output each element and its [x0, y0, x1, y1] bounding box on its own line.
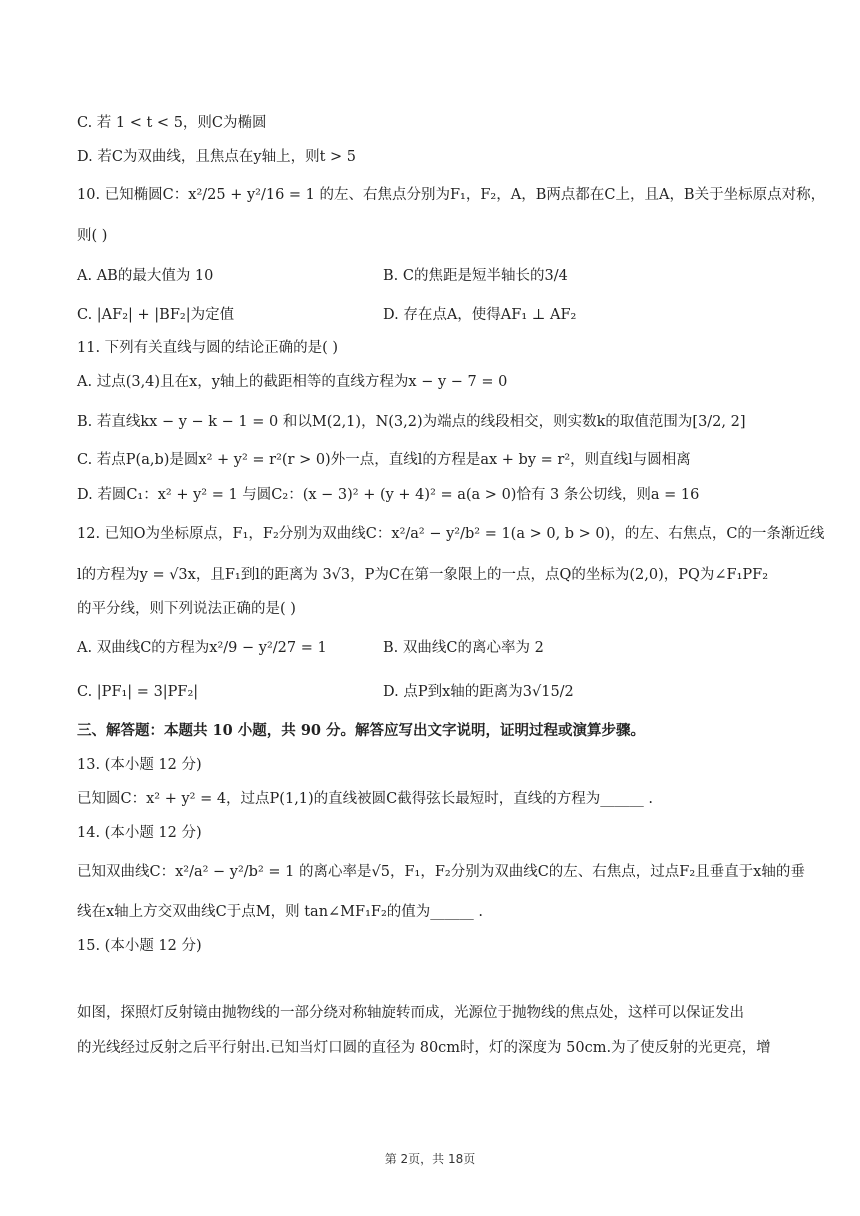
q14-text-cont: 线在x轴上方交双曲线C于点M，则 tan∠MF₁F₂的值为______ .	[77, 904, 483, 920]
q13-header: 13. (本小题 12 分)	[77, 757, 202, 773]
q11-option-c: C. 若点P(a,b)是圆x² + y² = r²(r > 0)外一点，直线l的方程是ax + by = r²，则直线l与圆相离	[77, 452, 691, 468]
q15-text: 如图，探照灯反射镜由抛物线的一部分绕对称轴旋转而成，光源位于抛物线的焦点处，这样可以保证发出	[77, 1005, 744, 1021]
q12-option-a: A. 双曲线C的方程为x²/9 − y²/27 = 1	[77, 640, 327, 656]
q15-text-cont: 的光线经过反射之后平行射出.已知当灯口圆的直径为 80cm时，灯的深度为 50cm.为了使反射的光更亮，增	[77, 1040, 771, 1056]
q10-stem-cont: 则( )	[77, 228, 108, 244]
q13-text: 已知圆C：x² + y² = 4，过点P(1,1)的直线被圆C截得弦长最短时，直线的方程为______ .	[77, 791, 653, 807]
q10-option-d: D. 存在点A，使得AF₁ ⊥ AF₂	[383, 307, 577, 323]
q9-option-c: C. 若 1 < t < 5，则C为椭圆	[77, 115, 267, 131]
q11-stem: 11. 下列有关直线与圆的结论正确的是( )	[77, 340, 339, 356]
q14-text: 已知双曲线C：x²/a² − y²/b² = 1 的离心率是√5，F₁，F₂分别为双曲线C的左、右焦点，过点F₂且垂直于x轴的垂	[77, 864, 805, 880]
q10-option-c: C. |AF₂| + |BF₂|为定值	[77, 307, 235, 323]
q12-option-c: C. |PF₁| = 3|PF₂|	[77, 684, 199, 700]
q11-option-b: B. 若直线kx − y − k − 1 = 0 和以M(2,1)，N(3,2)为端点的线段相交，则实数k的取值范围为[3/2, 2]	[77, 414, 746, 430]
q10-option-a: A. AB的最大值为 10	[77, 268, 214, 284]
page-footer: 第 2页，共 18页	[384, 1152, 476, 1166]
q12-option-d: D. 点P到x轴的距离为3√15/2	[383, 684, 574, 700]
q11-option-d: D. 若圆C₁：x² + y² = 1 与圆C₂：(x − 3)² + (y + 4)² = a(a > 0)恰有 3 条公切线，则a = 16	[77, 487, 700, 503]
q12-stem-cont-2: 的平分线，则下列说法正确的是( )	[77, 601, 296, 617]
q9-option-d: D. 若C为双曲线，且焦点在y轴上，则t > 5	[77, 149, 357, 165]
q12-stem: 12. 已知O为坐标原点，F₁，F₂分别为双曲线C：x²/a² − y²/b² = 1(a > 0, b > 0)，的左、右焦点，C的一条渐近线	[77, 526, 825, 542]
q10-option-b: B. C的焦距是短半轴长的3/4	[383, 268, 568, 284]
q15-header: 15. (本小题 12 分)	[77, 938, 202, 954]
q11-option-a: A. 过点(3,4)且在x，y轴上的截距相等的直线方程为x − y − 7 = 0	[77, 374, 508, 390]
q14-header: 14. (本小题 12 分)	[77, 825, 202, 841]
section-3-heading: 三、解答题：本题共 10 小题，共 90 分。解答应写出文字说明，证明过程或演算步骤。	[77, 722, 646, 739]
q12-stem-cont-1: l的方程为y = √3x，且F₁到l的距离为 3√3，P为C在第一象限上的一点，点Q的坐标为(2,0)，PQ为∠F₁PF₂	[77, 567, 769, 583]
q10-stem: 10. 已知椭圆C：x²/25 + y²/16 = 1 的左、右焦点分别为F₁，F₂，A，B两点都在C上，且A，B关于坐标原点对称，	[77, 187, 826, 203]
q12-option-b: B. 双曲线C的离心率为 2	[383, 640, 544, 656]
